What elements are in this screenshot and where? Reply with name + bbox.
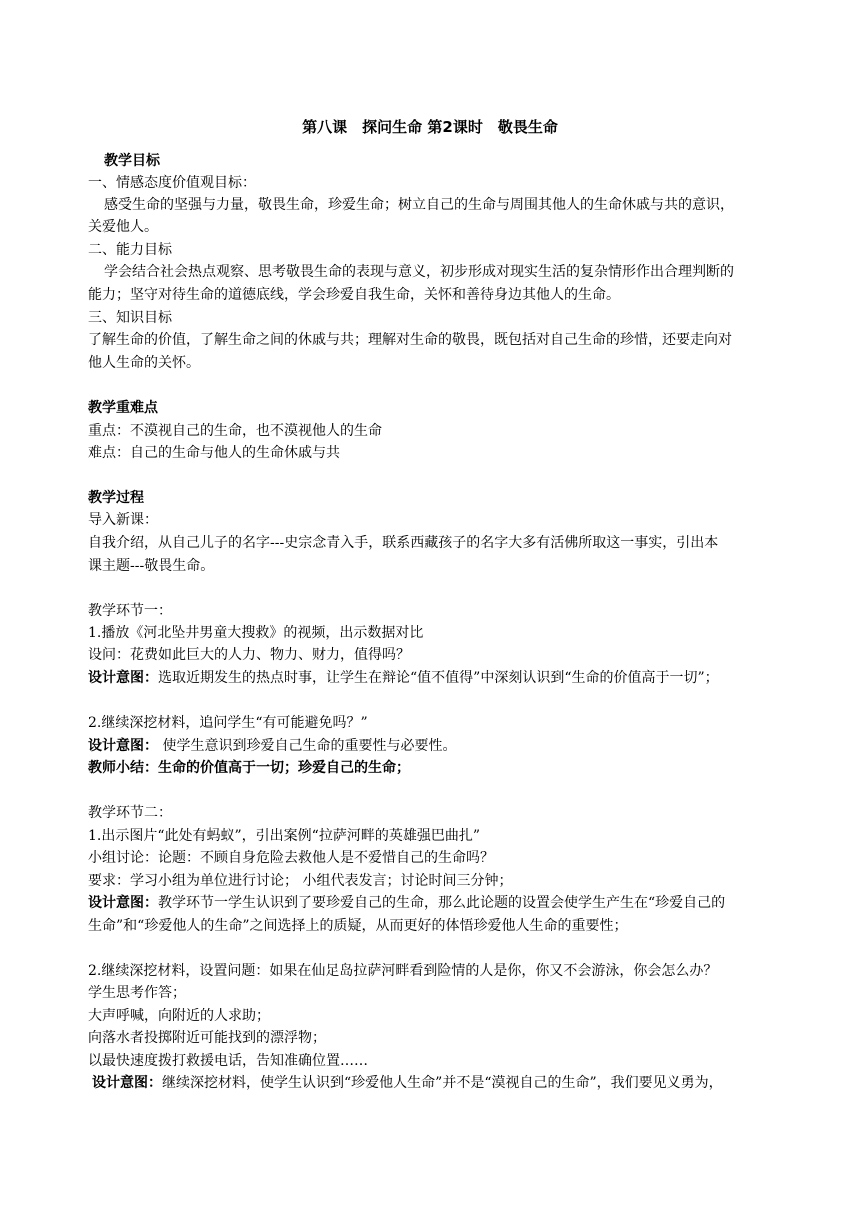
goal-3-line-1: 了解生命的价值，了解生命之间的休戚与共；理解对生命的敬畏，既包括对自己生命的珍惜，还要走向对 — [88, 332, 732, 348]
answer-2: 向落水者投掷附近可能找到的漂浮物； — [88, 1030, 326, 1046]
student-answer-prompt: 学生思考作答； — [88, 985, 186, 1001]
step-2-item-1: 1.出示图片“此处有蚂蚁”，引出案例“拉萨河畔的英雄强巴曲扎” — [88, 828, 480, 844]
intent-label: 设计意图： — [88, 738, 158, 754]
difficult-point: 难点：自己的生命与他人的生命休戚与共 — [88, 445, 340, 461]
teaching-process-heading: 教学过程 — [88, 490, 144, 506]
step-1-intent — [88, 667, 788, 689]
discussion-requirements: 要求：学习小组为单位进行讨论； 小组代表发言；讨论时间三分钟； — [88, 873, 513, 889]
group-discussion: 小组讨论：论题：不顾自身危险去救他人是不爱惜自己的生命吗？ — [88, 850, 494, 866]
step-1-label: 教学环节一： — [88, 603, 172, 619]
step-1-intent-2 — [88, 735, 788, 757]
step-1-question: 设问：花费如此巨大的人力、物力、财力，值得吗？ — [88, 647, 410, 663]
intent-text: 使学生意识到珍爱自己生命的重要性与必要性。 — [158, 738, 457, 754]
step-1-item-2: 2.继续深挖材料，追问学生“有可能避免吗？” — [88, 715, 368, 731]
intent-text: 选取近期发生的热点时事，让学生在辩论“值不值得”中深刻认识到“生命的价值高于一切”； — [158, 670, 719, 686]
intro-label: 导入新课： — [88, 512, 158, 528]
answer-3: 以最快速度拨打救援电话，告知准确位置…… — [88, 1053, 368, 1069]
intent-label: 设计意图： — [92, 1075, 162, 1091]
goal-2-label: 二、能力目标 — [88, 242, 172, 258]
intent-text: 继续深挖材料，使学生认识到“珍爱他人生命”并不是“漠视自己的生命”，我们要见义勇为， — [162, 1075, 723, 1091]
lesson-title: 第八课 探问生命 第2课时 敬畏生命 — [302, 118, 558, 136]
step-2-item-2: 2.继续深挖材料，设置问题：如果在仙足岛拉萨河畔看到险情的人是你，你又不会游泳，你会怎么办？ — [88, 963, 718, 979]
intent-label: 设计意图： — [88, 895, 158, 911]
intent-label: 设计意图： — [88, 670, 158, 686]
goal-3-line-2: 他人生命的关怀。 — [88, 355, 200, 371]
goal-2-line-1: 学会结合社会热点观察、思考敬畏生命的表现与意义，初步形成对现实生活的复杂情形作出合理判断的 — [104, 264, 734, 280]
key-difficulty-heading: 教学重难点 — [88, 400, 158, 416]
intro-line-1: 自我介绍，从自己儿子的名字---史宗念青入手，联系西藏孩子的名字大多有活佛所取这一事实，引出本 — [88, 535, 719, 551]
step-2-intent-2 — [92, 1072, 792, 1094]
intent-text: 教学环节一学生认识到了要珍爱自己的生命，那么此论题的设置会使学生产生在“珍爱自己的 — [158, 895, 726, 911]
teaching-goals-heading: 教学目标 — [104, 153, 160, 169]
goal-1-line-1: 感受生命的坚强与力量，敬畏生命，珍爱生命；树立自己的生命与周围其他人的生命休戚与共的意识， — [104, 197, 734, 213]
step-2-intent — [88, 892, 788, 914]
key-point: 重点：不漠视自己的生命，也不漠视他人的生命 — [88, 423, 382, 439]
step-2-intent-line-2: 生命”和“珍爱他人的生命”之间选择上的质疑，从而更好的体悟珍爱他人生命的重要性； — [88, 918, 628, 934]
goal-1-label: 一、情感态度价值观目标： — [88, 175, 256, 191]
goal-1-line-2: 关爱他人。 — [88, 219, 158, 235]
step-2-label: 教学环节二： — [88, 805, 172, 821]
goal-3-label: 三、知识目标 — [88, 310, 172, 326]
goal-2-line-2: 能力；坚守对待生命的道德底线，学会珍爱自我生命，关怀和善待身边其他人的生命。 — [88, 287, 620, 303]
teacher-summary: 教师小结：生命的价值高于一切；珍爱自己的生命； — [88, 760, 410, 776]
answer-1: 大声呼喊，向附近的人求助； — [88, 1008, 270, 1024]
intro-line-2: 课主题---敬畏生命。 — [88, 558, 215, 574]
step-1-item-1: 1.播放《河北坠井男童大搜救》的视频，出示数据对比 — [88, 625, 424, 641]
